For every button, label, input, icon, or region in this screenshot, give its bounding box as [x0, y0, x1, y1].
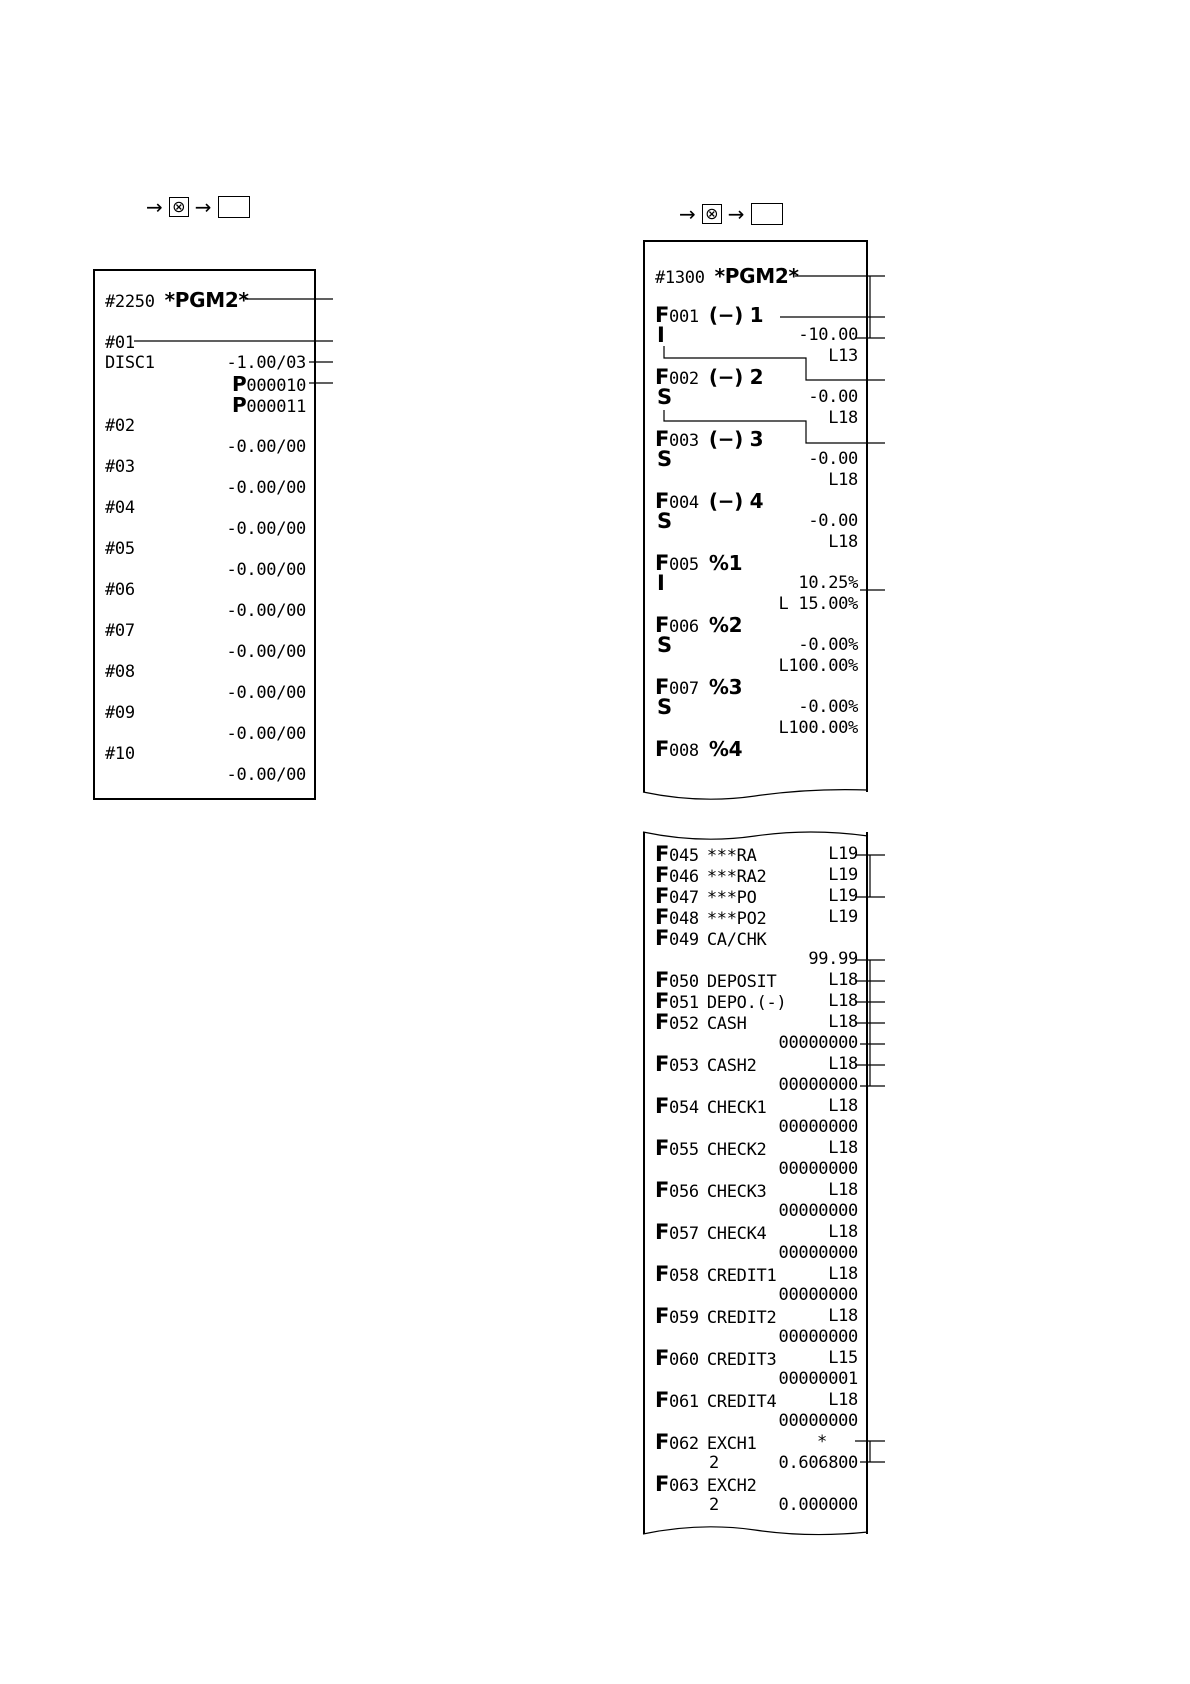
function-limit: L18	[828, 408, 858, 428]
entry-value: -0.00/00	[226, 519, 306, 539]
flag-letter: S	[657, 695, 672, 719]
function-name: CREDIT4	[706, 1392, 777, 1412]
entry-label: #06	[105, 580, 135, 600]
subtotal-x-key-icon: ⊗	[169, 197, 189, 217]
function-subvalue: 00000000	[778, 1117, 858, 1137]
f-prefix: F	[655, 737, 670, 761]
function-code: 057	[669, 1224, 699, 1244]
f-prefix: F	[655, 1136, 670, 1160]
function-name: EXCH2	[706, 1476, 757, 1496]
entry-label: #07	[105, 621, 135, 641]
entry-label: #02	[105, 416, 135, 436]
function-name: CASH	[706, 1014, 747, 1034]
function-value: L18	[828, 1264, 858, 1284]
function-name: ***PO2	[706, 909, 767, 929]
function-value: L18	[828, 1012, 858, 1032]
entry-value: -0.00/00	[226, 642, 306, 662]
function-name: DEPOSIT	[706, 972, 777, 992]
f-prefix: F	[655, 1010, 670, 1034]
entry-label: #01	[105, 333, 135, 353]
function-code: 054	[669, 1098, 699, 1118]
flag-letter: S	[657, 509, 672, 533]
function-value: *	[817, 1432, 827, 1452]
function-subvalue: 00000000	[778, 1033, 858, 1053]
function-name: (−) 4	[708, 489, 764, 513]
function-code: 002	[669, 369, 699, 389]
function-name: ***RA	[706, 846, 757, 866]
function-value: L19	[828, 886, 858, 906]
function-value: L18	[828, 1138, 858, 1158]
function-name: EXCH1	[706, 1434, 757, 1454]
entry-label: #09	[105, 703, 135, 723]
f-prefix: F	[655, 968, 670, 992]
function-value: L19	[828, 865, 858, 885]
f-prefix: F	[655, 884, 670, 908]
function-name: ***PO	[706, 888, 757, 908]
function-code: 059	[669, 1308, 699, 1328]
function-code: 008	[669, 741, 699, 761]
function-value: L18	[828, 991, 858, 1011]
function-value: -0.00	[808, 511, 858, 531]
function-code: 004	[669, 493, 699, 513]
pgm-mode-label: *PGM2*	[714, 264, 799, 288]
function-limit: L100.00%	[778, 718, 858, 738]
function-value: -0.00	[808, 449, 858, 469]
function-subvalue: 00000000	[778, 1285, 858, 1305]
f-prefix: F	[655, 1094, 670, 1118]
entry-label: #03	[105, 457, 135, 477]
entry-label: #04	[105, 498, 135, 518]
entry-value: -0.00/00	[226, 560, 306, 580]
function-code: 049	[669, 930, 699, 950]
function-code: 062	[669, 1434, 699, 1454]
f-prefix: F	[655, 1346, 670, 1370]
f-prefix: F	[655, 1220, 670, 1244]
f-prefix: F	[655, 1472, 670, 1496]
function-value: -10.00	[798, 325, 858, 345]
pgm-mode-label: *PGM2*	[164, 288, 249, 312]
function-subvalue: 00000000	[778, 1327, 858, 1347]
function-value: L18	[828, 1096, 858, 1116]
function-value: L19	[828, 844, 858, 864]
f-prefix: F	[655, 863, 670, 887]
f-prefix: F	[655, 1304, 670, 1328]
flag-letter: S	[657, 385, 672, 409]
torn-edge-top	[643, 832, 868, 839]
function-code: 063	[669, 1476, 699, 1496]
entry-value: -0.00/00	[226, 765, 306, 785]
f-prefix: F	[655, 1178, 670, 1202]
function-subvalue: 00000000	[778, 1201, 858, 1221]
function-limit: L100.00%	[778, 656, 858, 676]
function-value: L18	[828, 970, 858, 990]
callout-line	[664, 346, 885, 380]
entry-value: -0.00/00	[226, 437, 306, 457]
entry-value: -0.00/00	[226, 478, 306, 498]
flag-letter: I	[657, 323, 665, 347]
function-code: 061	[669, 1392, 699, 1412]
function-value: L18	[828, 1054, 858, 1074]
function-code: 005	[669, 555, 699, 575]
function-value: L18	[828, 1390, 858, 1410]
entry-label: #05	[105, 539, 135, 559]
function-limit: L13	[828, 346, 858, 366]
function-value: L15	[828, 1348, 858, 1368]
function-code: 051	[669, 993, 699, 1013]
function-code: 046	[669, 867, 699, 887]
receipt-number: #1300	[655, 268, 705, 288]
f-prefix: F	[655, 926, 670, 950]
function-code: 056	[669, 1182, 699, 1202]
function-value: -0.00%	[798, 697, 858, 717]
function-code: 058	[669, 1266, 699, 1286]
function-value: L18	[828, 1306, 858, 1326]
exchange-sub-label: 2	[709, 1495, 719, 1515]
f-prefix: F	[655, 1388, 670, 1412]
p-prefix: P	[232, 372, 247, 396]
function-name: %4	[708, 737, 743, 761]
entry-value: -0.00/00	[226, 724, 306, 744]
function-code: 060	[669, 1350, 699, 1370]
function-name: (−) 3	[708, 427, 764, 451]
function-subvalue: 00000000	[778, 1243, 858, 1263]
receipt-number: #2250	[105, 292, 155, 312]
function-name: %3	[708, 675, 743, 699]
f-prefix: F	[655, 365, 670, 389]
arrow-right-icon: →	[679, 202, 696, 226]
function-limit: L 15.00%	[778, 594, 858, 614]
function-code: 050	[669, 972, 699, 992]
entry-label: #08	[105, 662, 135, 682]
f-prefix: F	[655, 1052, 670, 1076]
function-code: 047	[669, 888, 699, 908]
arrow-right-icon: →	[194, 195, 212, 219]
entry-value: -1.00/03	[226, 353, 306, 373]
function-limit: L18	[828, 470, 858, 490]
callout-line	[664, 410, 885, 443]
function-subvalue: 00000001	[778, 1369, 858, 1389]
f-prefix: F	[655, 551, 670, 575]
function-subvalue: 00000000	[778, 1411, 858, 1431]
function-code: 003	[669, 431, 699, 451]
function-subvalue: 00000000	[778, 1075, 858, 1095]
torn-edge-bottom	[643, 1527, 868, 1535]
function-limit: L18	[828, 532, 858, 552]
f-prefix: F	[655, 1262, 670, 1286]
subtotal-x-key-icon: ⊗	[702, 204, 722, 224]
function-name: (−) 1	[708, 303, 764, 327]
function-code: 006	[669, 617, 699, 637]
function-name: CHECK2	[706, 1140, 767, 1160]
entry-value: -0.00/00	[226, 683, 306, 703]
function-name: DEPO.(-)	[706, 993, 787, 1013]
function-value: -0.00%	[798, 635, 858, 655]
function-value: L18	[828, 1180, 858, 1200]
function-name: CREDIT3	[706, 1350, 777, 1370]
function-code: 055	[669, 1140, 699, 1160]
entry-name: DISC1	[105, 353, 155, 373]
function-name: %2	[708, 613, 743, 637]
f-prefix: F	[655, 613, 670, 637]
function-code: 007	[669, 679, 699, 699]
function-value: -0.00	[808, 387, 858, 407]
function-code: 001	[669, 307, 699, 327]
arrow-right-icon: →	[727, 202, 745, 226]
torn-edge-bottom	[643, 790, 868, 800]
flag-letter: S	[657, 447, 672, 471]
function-value: 99.99	[808, 949, 858, 969]
function-code: 052	[669, 1014, 699, 1034]
function-subvalue: 00000000	[778, 1159, 858, 1179]
function-name: %1	[708, 551, 743, 575]
f-prefix: F	[655, 427, 670, 451]
function-name: ***RA2	[706, 867, 767, 887]
function-name: CREDIT2	[706, 1308, 777, 1328]
function-value: L19	[828, 907, 858, 927]
exchange-rate: 0.606800	[778, 1453, 858, 1473]
function-name: CASH2	[706, 1056, 757, 1076]
p-prefix: P	[232, 393, 247, 417]
function-code: 048	[669, 909, 699, 929]
function-name: CREDIT1	[706, 1266, 777, 1286]
exchange-rate: 0.000000	[778, 1495, 858, 1515]
p-code: 000010	[246, 376, 306, 396]
function-value: 10.25%	[798, 573, 858, 593]
p-code: 000011	[246, 397, 306, 417]
function-value: L18	[828, 1222, 858, 1242]
function-name: CHECK4	[706, 1224, 767, 1244]
entry-label: #10	[105, 744, 135, 764]
function-name: (−) 2	[708, 365, 764, 389]
exchange-sub-label: 2	[709, 1453, 719, 1473]
f-prefix: F	[655, 905, 670, 929]
function-name: CA/CHK	[706, 930, 767, 950]
f-prefix: F	[655, 303, 670, 327]
f-prefix: F	[655, 489, 670, 513]
f-prefix: F	[655, 675, 670, 699]
f-prefix: F	[655, 842, 670, 866]
f-prefix: F	[655, 1430, 670, 1454]
entry-value: -0.00/00	[226, 601, 306, 621]
f-prefix: F	[655, 989, 670, 1013]
function-name: CHECK3	[706, 1182, 767, 1202]
function-code: 053	[669, 1056, 699, 1076]
function-code: 045	[669, 846, 699, 866]
function-name: CHECK1	[706, 1098, 767, 1118]
arrow-right-icon: →	[146, 195, 163, 219]
flag-letter: I	[657, 571, 665, 595]
flag-letter: S	[657, 633, 672, 657]
